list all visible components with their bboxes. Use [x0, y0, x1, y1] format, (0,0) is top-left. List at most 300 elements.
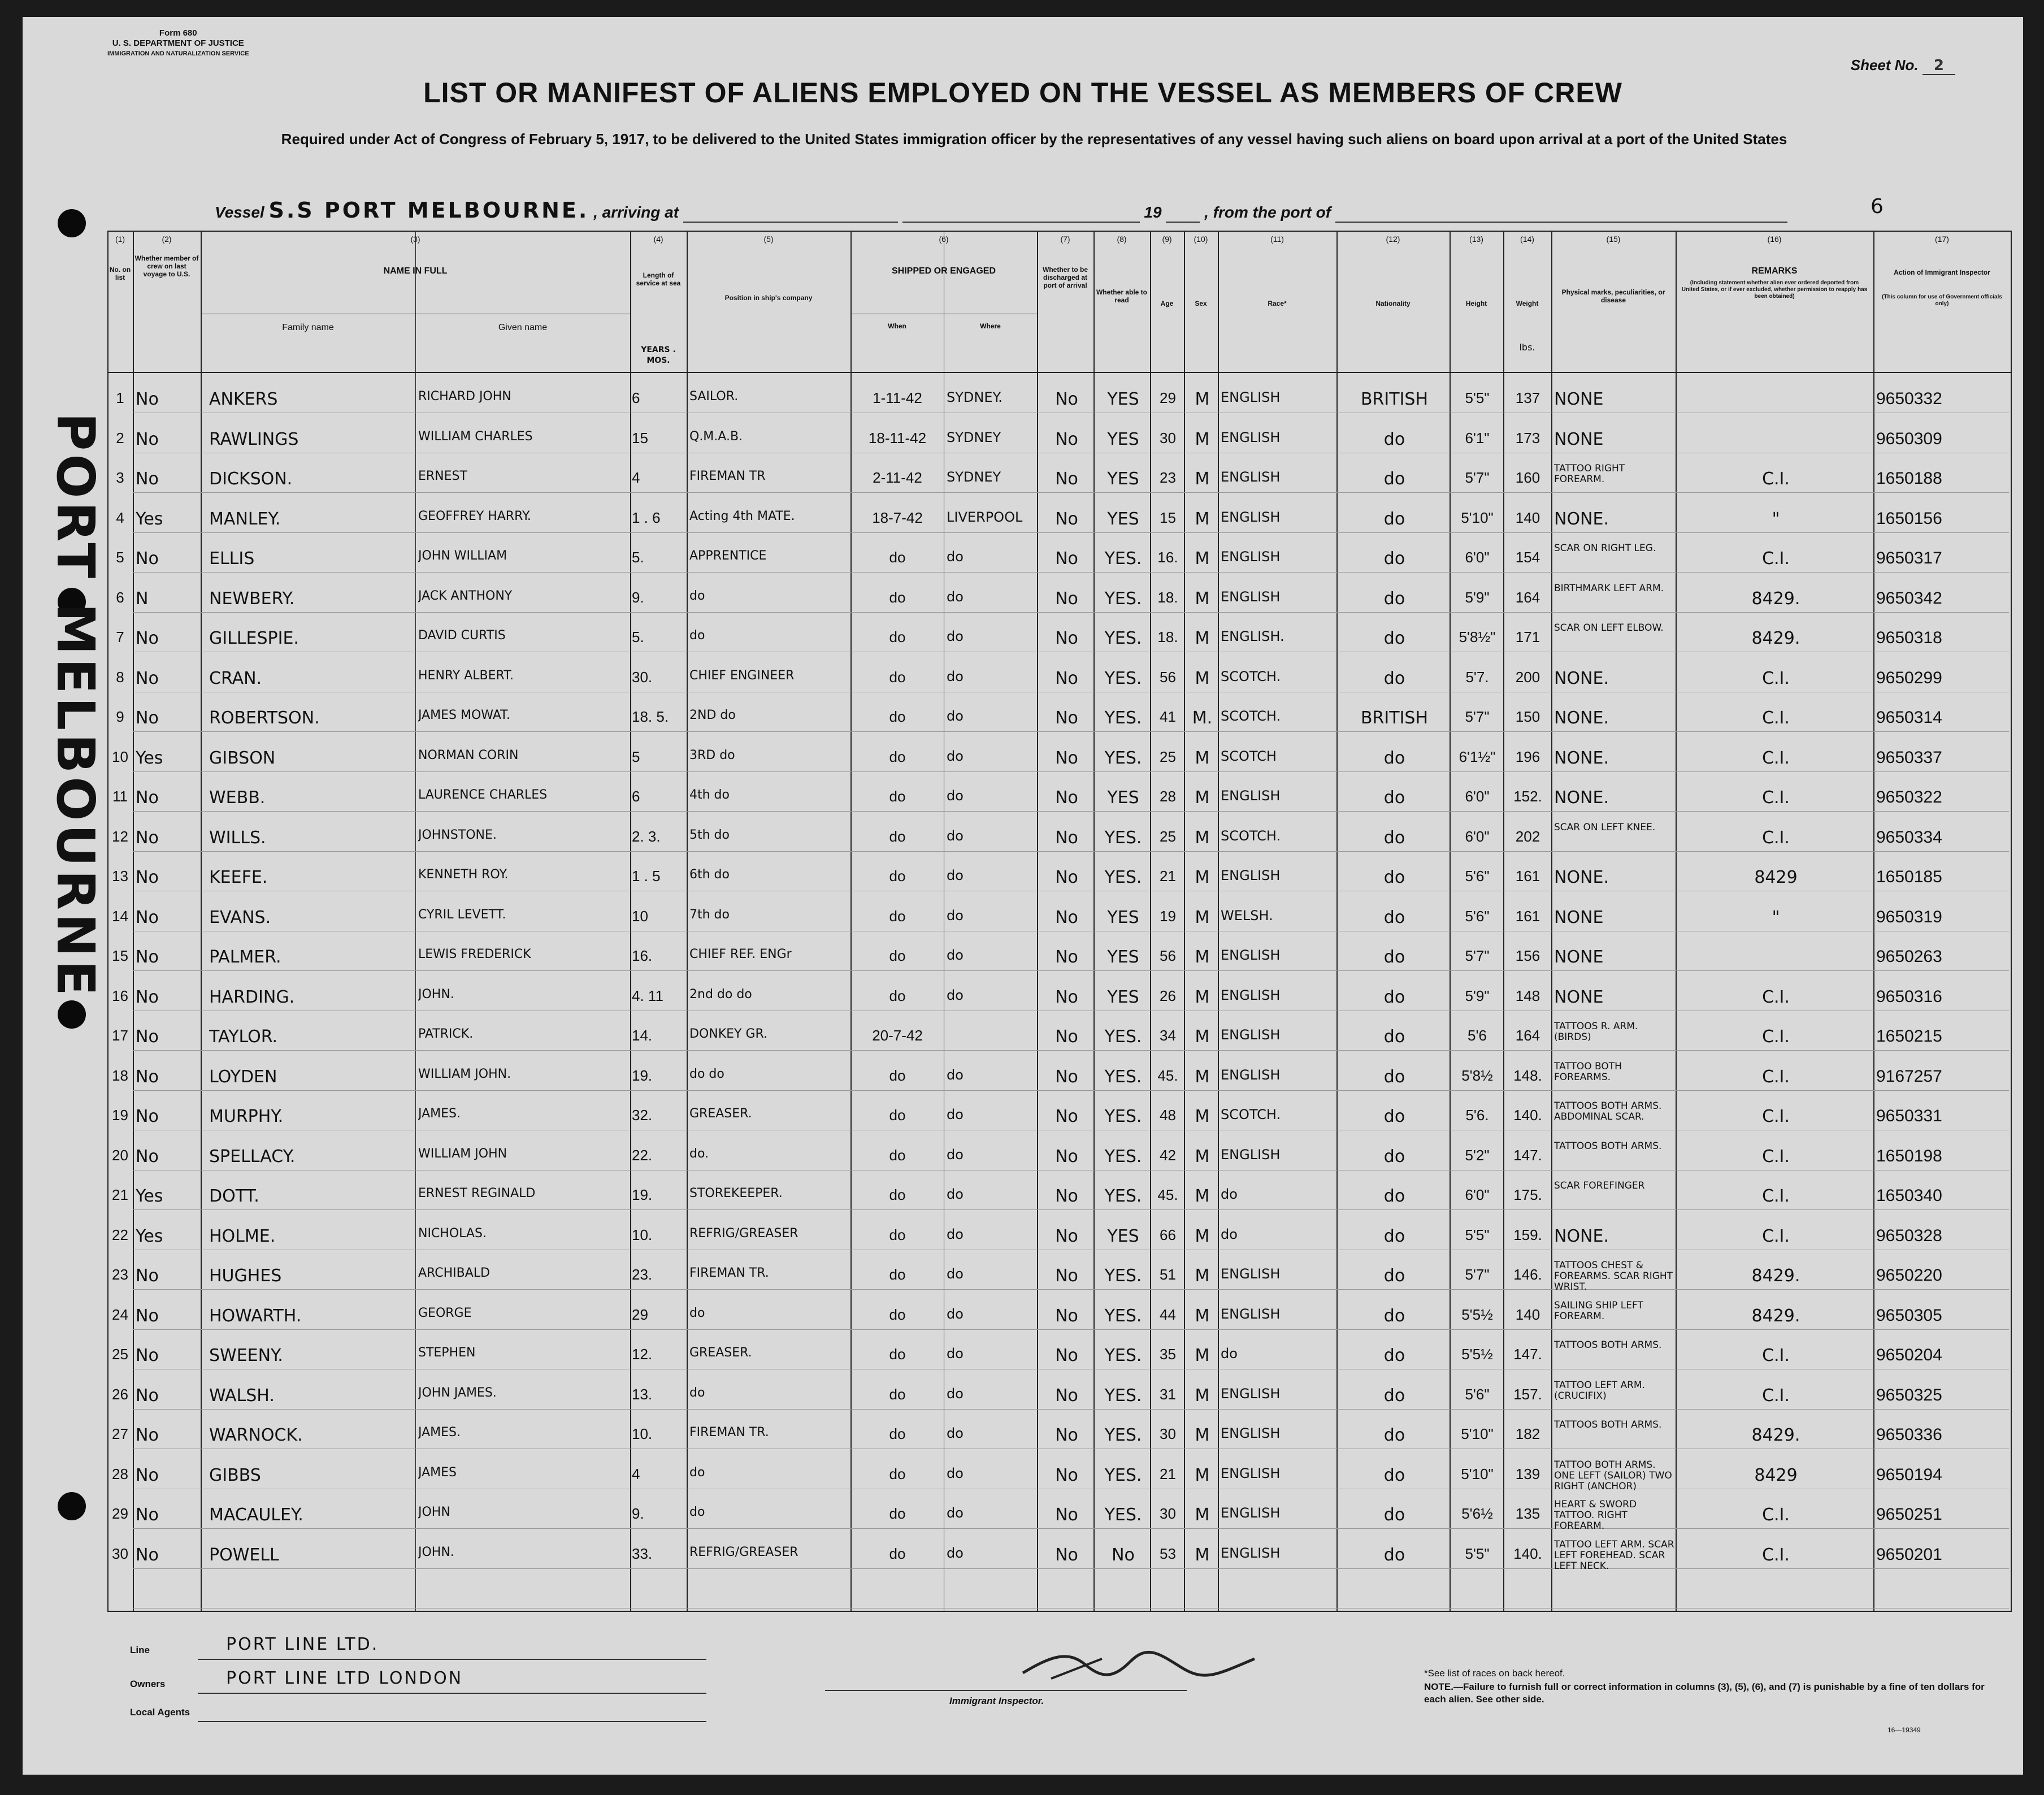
cell-position: Q.M.A.B. [689, 430, 743, 444]
cell-nationality: do [1383, 1226, 1405, 1246]
cell-inspector-action: 9650305 [1876, 1306, 1942, 1325]
cell-able-to-read: YES. [1104, 708, 1142, 728]
cell-inspector-action: 9650220 [1876, 1266, 1942, 1285]
cell-length-of-service: 14. [632, 1027, 653, 1044]
cell-position: 6th do [689, 868, 730, 882]
cell-shipped-where: SYDNEY [947, 430, 1001, 445]
cell-able-to-read: YES. [1104, 1186, 1142, 1206]
cell-given-name: WILLIAM JOHN [418, 1147, 507, 1161]
cell-sex: M [1195, 509, 1210, 529]
cell-race: ENGLISH [1221, 430, 1281, 445]
cell-list-number: 9 [116, 708, 124, 725]
cell-discharged: No [1055, 1107, 1078, 1126]
col-number: (17) [1935, 235, 1949, 244]
cell-position: REFRIG/GREASER [689, 1545, 798, 1559]
cell-remarks: C.I. [1762, 469, 1790, 489]
table-row [23, 1258, 2023, 1298]
cell-discharged: No [1055, 1266, 1078, 1286]
cell-race: ENGLISH [1221, 1505, 1281, 1521]
cell-height: 5'5" [1465, 1226, 1490, 1243]
header-name-in-full: NAME IN FULL [383, 266, 448, 276]
cell-nationality: do [1383, 908, 1405, 927]
cell-length-of-service: 1 . 6 [632, 509, 661, 526]
table-row [23, 621, 2023, 660]
cell-physical-marks: TATTOO BOTH ARMS. ONE LEFT (SAILOR) TWO RIGHT (ANCHOR) [1554, 1460, 1672, 1492]
cell-sex: M [1195, 389, 1210, 409]
cell-inspector-action: 9650337 [1876, 748, 1942, 767]
inspector-signature [1017, 1645, 1266, 1690]
cell-discharged: No [1055, 1027, 1078, 1047]
cell-able-to-read: YES. [1104, 1027, 1142, 1047]
race-note: *See list of races on back hereof. [1424, 1668, 1565, 1679]
cell-able-to-read: YES [1107, 469, 1139, 489]
cell-shipped-when: 18-11-42 [868, 430, 927, 446]
cell-previous-voyage: No [136, 1425, 159, 1445]
cell-shipped-where: do [947, 1306, 964, 1322]
cell-previous-voyage: Yes [136, 1186, 163, 1206]
cell-length-of-service: 9. [632, 1505, 644, 1522]
cell-weight: 139 [1515, 1466, 1540, 1482]
cell-able-to-read: YES. [1104, 1505, 1142, 1525]
cell-sex: M [1195, 1067, 1210, 1087]
cell-age: 48 [1160, 1107, 1176, 1124]
cell-sex: M [1195, 908, 1210, 927]
cell-previous-voyage: No [136, 828, 159, 848]
table-row [23, 900, 2023, 939]
cell-family-name: GIBSON [209, 748, 276, 768]
cell-position: DONKEY GR. [689, 1027, 768, 1041]
cell-race: ENGLISH [1221, 1545, 1281, 1561]
cell-previous-voyage: No [136, 1107, 159, 1126]
cell-length-of-service: 6 [632, 389, 640, 406]
col-number: (4) [653, 235, 663, 244]
cell-nationality: do [1383, 748, 1405, 768]
print-code: 16—19349 [1887, 1726, 1921, 1734]
cell-given-name: HENRY ALBERT. [418, 669, 514, 683]
cell-shipped-when: do [889, 1107, 906, 1124]
cell-position: REFRIG/GREASER [689, 1226, 798, 1241]
form-header [107, 28, 249, 59]
cell-height: 5'5" [1465, 1545, 1490, 1562]
cell-shipped-where: do [947, 868, 964, 883]
cell-remarks: 8429. [1751, 1306, 1800, 1326]
cell-remarks: C.I. [1762, 1027, 1790, 1047]
header-height: Height [1465, 300, 1487, 307]
cell-previous-voyage: No [136, 469, 159, 489]
cell-given-name: JOHN. [418, 1545, 454, 1559]
cell-position: STOREKEEPER. [689, 1186, 783, 1200]
cell-shipped-where: do [947, 1067, 964, 1083]
cell-family-name: TAYLOR. [209, 1027, 278, 1047]
cell-weight: 152. [1513, 788, 1542, 805]
cell-family-name: KEEFE. [209, 868, 268, 887]
cell-previous-voyage: No [136, 628, 159, 648]
cell-inspector-action: 9650331 [1876, 1107, 1942, 1125]
cell-inspector-action: 9650309 [1876, 430, 1942, 448]
cell-age: 23 [1160, 469, 1176, 486]
sheet-value: 2 [1923, 57, 1955, 75]
cell-remarks: C.I. [1762, 669, 1790, 688]
cell-position: FIREMAN TR. [689, 1266, 769, 1280]
cell-given-name: LEWIS FREDERICK [418, 947, 531, 961]
cell-position: do. [689, 1147, 709, 1161]
cell-nationality: do [1383, 549, 1405, 569]
cell-height: 5'5½ [1461, 1346, 1493, 1363]
cell-sex: M [1195, 828, 1210, 848]
cell-shipped-where: do [947, 669, 964, 684]
cell-discharged: No [1055, 469, 1078, 489]
cell-weight: 202 [1515, 828, 1540, 845]
cell-inspector-action: 9650263 [1876, 947, 1942, 966]
cell-height: 6'1½" [1459, 748, 1496, 765]
cell-sex: M [1195, 549, 1210, 569]
cell-discharged: No [1055, 430, 1078, 449]
cell-discharged: No [1055, 908, 1078, 927]
cell-family-name: HOWARTH. [209, 1306, 302, 1326]
cell-race: ENGLISH [1221, 469, 1281, 485]
cell-nationality: BRITISH [1360, 389, 1429, 409]
header-when: When [888, 322, 906, 330]
cell-physical-marks: NONE [1554, 389, 1604, 409]
table-row [23, 1298, 2023, 1338]
col-number: (16) [1767, 235, 1782, 244]
cell-height: 5'8½" [1459, 628, 1496, 645]
cell-weight: 161 [1515, 908, 1540, 925]
cell-nationality: do [1383, 1386, 1405, 1406]
cell-sex: M [1195, 1266, 1210, 1286]
cell-position: do [689, 628, 705, 643]
cell-previous-voyage: No [136, 549, 159, 569]
col-number: (6) [939, 235, 949, 244]
cell-list-number: 5 [116, 549, 124, 566]
cell-race: ENGLISH [1221, 987, 1281, 1003]
cell-age: 42 [1160, 1147, 1176, 1164]
cell-given-name: STEPHEN [418, 1346, 476, 1360]
cell-length-of-service: 23. [632, 1266, 653, 1283]
cell-position: Acting 4th MATE. [689, 509, 795, 523]
col-number: (2) [162, 235, 172, 244]
cell-remarks: C.I. [1762, 828, 1790, 848]
cell-age: 66 [1160, 1226, 1176, 1243]
cell-weight: 164 [1515, 589, 1540, 606]
owners-value: PORT LINE LTD LONDON [226, 1668, 463, 1688]
cell-family-name: ANKERS [209, 389, 278, 409]
cell-sex: M [1195, 1027, 1210, 1047]
cell-inspector-action: 1650188 [1876, 469, 1942, 488]
cell-height: 5'7" [1465, 708, 1490, 725]
table-row [23, 501, 2023, 541]
cell-race: ENGLISH [1221, 1425, 1281, 1441]
cell-previous-voyage: No [136, 1266, 159, 1286]
col-number: (11) [1270, 235, 1284, 244]
cell-given-name: JAMES [418, 1466, 457, 1480]
cell-shipped-where: do [947, 1266, 964, 1282]
cell-length-of-service: 2. 3. [632, 828, 661, 845]
cell-race: ENGLISH [1221, 389, 1281, 405]
cell-height: 5'7. [1465, 669, 1489, 686]
cell-family-name: PALMER. [209, 947, 281, 967]
cell-physical-marks: TATTOO LEFT ARM. (CRUCIFIX) [1554, 1380, 1646, 1402]
table-row [23, 381, 2023, 421]
cell-nationality: do [1383, 1306, 1405, 1326]
cell-able-to-read: YES. [1104, 1346, 1142, 1365]
cell-list-number: 2 [116, 430, 124, 446]
cell-list-number: 16 [112, 987, 128, 1004]
cell-physical-marks: TATTOOS BOTH ARMS. [1554, 1420, 1662, 1430]
cell-shipped-when: 18-7-42 [872, 509, 923, 526]
table-row [23, 1338, 2023, 1377]
cell-inspector-action: 9650325 [1876, 1386, 1942, 1404]
service-name: IMMIGRATION AND NATURALIZATION SERVICE [107, 50, 249, 57]
cell-remarks: C.I. [1762, 1186, 1790, 1206]
cell-physical-marks: NONE [1554, 987, 1604, 1007]
cell-list-number: 21 [112, 1186, 128, 1203]
cell-remarks: " [1772, 509, 1780, 529]
cell-shipped-when: do [889, 1306, 906, 1323]
cell-list-number: 24 [112, 1306, 128, 1323]
cell-sex: M [1195, 868, 1210, 887]
header-list-no: No. on list [109, 266, 131, 281]
department-name: U. S. DEPARTMENT OF JUSTICE [112, 38, 244, 48]
cell-list-number: 13 [112, 868, 128, 885]
cell-sex: M [1195, 589, 1210, 609]
header-position: Position in ship's company [724, 294, 813, 302]
cell-length-of-service: 5. [632, 628, 644, 645]
cell-shipped-where: do [947, 1147, 964, 1163]
cell-race: WELSH. [1221, 908, 1273, 923]
cell-height: 5'6" [1465, 1386, 1490, 1403]
cell-physical-marks: NONE. [1554, 748, 1609, 768]
col-number: (15) [1606, 235, 1621, 244]
cell-race: ENGLISH [1221, 1466, 1281, 1481]
cell-weight: 159. [1513, 1226, 1542, 1243]
cell-physical-marks: TATTOOS BOTH ARMS. [1554, 1340, 1662, 1351]
cell-discharged: No [1055, 828, 1078, 848]
cell-length-of-service: 5. [632, 549, 644, 566]
cell-physical-marks: NONE. [1554, 708, 1609, 728]
cell-shipped-where: do [947, 947, 964, 963]
cell-list-number: 28 [112, 1466, 128, 1482]
cell-remarks: C.I. [1762, 1386, 1790, 1406]
cell-shipped-when: do [889, 549, 906, 566]
cell-inspector-action: 9650317 [1876, 549, 1942, 567]
cell-height: 6'0" [1465, 549, 1490, 566]
cell-weight: 160 [1515, 469, 1540, 486]
cell-given-name: KENNETH ROY. [418, 868, 509, 882]
cell-shipped-where: do [947, 828, 964, 844]
cell-list-number: 17 [112, 1027, 128, 1044]
cell-shipped-when: do [889, 1346, 906, 1363]
cell-inspector-action: 9650322 [1876, 788, 1942, 807]
cell-height: 5'8½ [1461, 1067, 1493, 1084]
col-number: (13) [1469, 235, 1483, 244]
cell-sex: M [1195, 1186, 1210, 1206]
cell-list-number: 11 [112, 788, 128, 805]
cell-physical-marks: TATTOOS CHEST & FOREARMS. SCAR RIGHT WRIST. [1554, 1260, 1673, 1293]
cell-height: 5'9" [1465, 987, 1490, 1004]
cell-physical-marks: TATTOO BOTH FOREARMS. [1554, 1061, 1622, 1083]
cell-position: CHIEF REF. ENGr [689, 947, 792, 961]
cell-given-name: WILLIAM CHARLES [418, 430, 533, 444]
table-row [23, 581, 2023, 621]
cell-height: 6'0" [1465, 788, 1490, 805]
cell-able-to-read: YES. [1104, 1147, 1142, 1167]
cell-height: 5'7" [1465, 947, 1490, 964]
cell-family-name: MURPHY. [209, 1107, 284, 1126]
cell-age: 25 [1160, 748, 1176, 765]
cell-list-number: 29 [112, 1505, 128, 1522]
cell-length-of-service: 10. [632, 1425, 653, 1442]
cell-shipped-when: do [889, 788, 906, 805]
cell-sex: M [1195, 1425, 1210, 1445]
cell-sex: M [1195, 1306, 1210, 1326]
cell-nationality: BRITISH [1360, 708, 1429, 728]
cell-position: GREASER. [689, 1107, 752, 1121]
cell-able-to-read: YES. [1104, 589, 1142, 609]
cell-sex: M [1195, 430, 1210, 449]
cell-remarks: C.I. [1762, 1346, 1790, 1365]
cell-nationality: do [1383, 1027, 1405, 1047]
header-discharged: Whether to be discharged at port of arrival [1043, 266, 1088, 289]
cell-physical-marks: NONE. [1554, 788, 1609, 808]
cell-shipped-when: do [889, 908, 906, 925]
cell-position: 2ND do [689, 708, 736, 722]
cell-race: do [1221, 1186, 1238, 1202]
cell-length-of-service: 19. [632, 1186, 653, 1203]
cell-remarks: 8429. [1751, 628, 1800, 648]
cell-sex: M [1195, 987, 1210, 1007]
table-row [23, 1458, 2023, 1497]
cell-family-name: NEWBERY. [209, 589, 295, 609]
table-row [23, 1219, 2023, 1258]
cell-age: 30 [1160, 430, 1176, 446]
cell-length-of-service: 10. [632, 1226, 653, 1243]
cell-sex: M [1195, 788, 1210, 808]
table-row [23, 979, 2023, 1019]
cell-race: SCOTCH [1221, 748, 1277, 764]
cell-discharged: No [1055, 589, 1078, 609]
cell-sex: M [1195, 469, 1210, 489]
cell-inspector-action: 9650336 [1876, 1425, 1942, 1444]
cell-discharged: No [1055, 1067, 1078, 1087]
cell-shipped-when: do [889, 589, 906, 606]
cell-physical-marks: SCAR FOREFINGER [1554, 1181, 1645, 1191]
cell-discharged: No [1055, 708, 1078, 728]
header-service-units: YEARS . MOS. [641, 345, 676, 365]
cell-sex: M [1195, 1346, 1210, 1365]
cell-nationality: do [1383, 788, 1405, 808]
header-remarks-note: (Including statement whether alien ever ordered deported from United States, or if ever excluded, whether permission to reapply has been obtained) [1681, 280, 1868, 300]
cell-age: 26 [1160, 987, 1176, 1004]
cell-discharged: No [1055, 1226, 1078, 1246]
cell-given-name: GEOFFREY HARRY. [418, 509, 531, 523]
cell-inspector-action: 9650342 [1876, 589, 1942, 608]
cell-nationality: do [1383, 509, 1405, 529]
cell-discharged: No [1055, 748, 1078, 768]
cell-sex: M [1195, 1226, 1210, 1246]
cell-shipped-when: 1-11-42 [873, 389, 922, 406]
cell-remarks: 8429. [1751, 1425, 1800, 1445]
cell-given-name: NICHOLAS. [418, 1226, 487, 1241]
cell-previous-voyage: Yes [136, 748, 163, 768]
from-port-label: , from the port of [1204, 203, 1331, 221]
table-row [23, 780, 2023, 820]
penalty-note: NOTE.—Failure to furnish full or correct information in columns (3), (5), (6), and (7) is punishable by a fine of ten dollars for each alien. See other side. [1424, 1681, 1985, 1705]
cell-previous-voyage: No [136, 1545, 159, 1565]
vessel-label: Vessel [215, 203, 264, 221]
table-row [23, 939, 2023, 979]
cell-shipped-where: do [947, 1425, 964, 1441]
cell-weight: 140 [1515, 1306, 1540, 1323]
cell-weight: 171 [1515, 628, 1540, 645]
arriving-label: , arriving at [593, 203, 679, 221]
header-where: Where [980, 322, 1001, 330]
cell-age: 25 [1160, 828, 1176, 845]
cell-shipped-where: do [947, 748, 964, 764]
cell-shipped-when: do [889, 947, 906, 964]
cell-given-name: CYRIL LEVETT. [418, 908, 506, 922]
cell-age: 16. [1157, 549, 1178, 566]
cell-nationality: do [1383, 1147, 1405, 1167]
cell-shipped-where: do [947, 908, 964, 923]
cell-list-number: 10 [112, 748, 128, 765]
cell-position: do [689, 1306, 705, 1320]
cell-age: 41 [1160, 708, 1176, 725]
cell-given-name: JOHN WILLIAM [418, 549, 507, 563]
cell-family-name: WALSH. [209, 1386, 275, 1406]
cell-shipped-when: do [889, 1386, 906, 1403]
cell-remarks: 8429 [1754, 868, 1798, 887]
table-row [23, 1059, 2023, 1099]
cell-race: ENGLISH [1221, 509, 1281, 525]
cell-remarks: C.I. [1762, 1505, 1790, 1525]
cell-family-name: RAWLINGS [209, 430, 299, 449]
cell-family-name: ELLIS [209, 549, 255, 569]
cell-height: 5'10" [1461, 1466, 1494, 1482]
table-row [23, 1417, 2023, 1457]
cell-list-number: 3 [116, 469, 124, 486]
header-age: Age [1160, 300, 1174, 307]
header-remarks: REMARKS [1751, 266, 1798, 276]
header-race: Race* [1268, 300, 1287, 307]
cell-discharged: No [1055, 788, 1078, 808]
cell-weight: 140. [1513, 1545, 1542, 1562]
cell-weight: 148 [1515, 987, 1540, 1004]
cell-able-to-read: YES. [1104, 549, 1142, 569]
cell-race: ENGLISH [1221, 788, 1281, 804]
cell-remarks: C.I. [1762, 1545, 1790, 1565]
cell-weight: 147. [1513, 1346, 1542, 1363]
cell-inspector-action: 9650204 [1876, 1346, 1942, 1364]
cell-remarks: " [1772, 908, 1780, 927]
cell-shipped-when: do [889, 1067, 906, 1084]
cell-weight: 140. [1513, 1107, 1542, 1124]
form-number: Form 680 [159, 28, 197, 38]
cell-family-name: GILLESPIE. [209, 628, 299, 648]
cell-previous-voyage: No [136, 1306, 159, 1326]
cell-length-of-service: 9. [632, 589, 644, 606]
cell-shipped-when: do [889, 1266, 906, 1283]
cell-nationality: do [1383, 1107, 1405, 1126]
cell-family-name: WEBB. [209, 788, 266, 808]
cell-age: 51 [1160, 1266, 1176, 1283]
cell-race: ENGLISH [1221, 1386, 1281, 1402]
cell-previous-voyage: No [136, 1067, 159, 1087]
cell-inspector-action: 9650332 [1876, 389, 1942, 408]
cell-physical-marks: NONE [1554, 908, 1604, 927]
cell-nationality: do [1383, 628, 1405, 648]
cell-remarks: C.I. [1762, 987, 1790, 1007]
